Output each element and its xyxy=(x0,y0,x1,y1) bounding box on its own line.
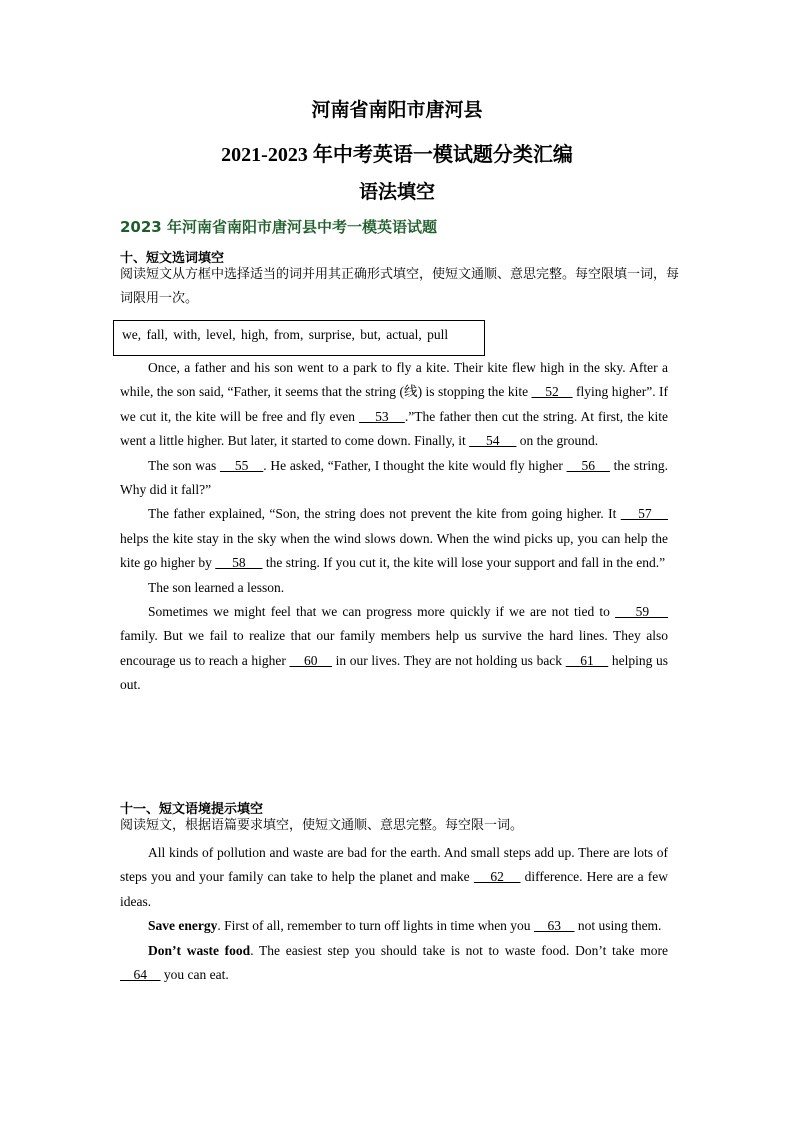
blank-55: 55 xyxy=(219,457,264,473)
passage-paragraph: Save energy. First of all, remember to turn off lights in time when you 63 not using them. xyxy=(148,918,662,934)
section-10-heading: 十、短文选词填空 xyxy=(120,251,225,266)
passage-paragraph: Sometimes we might feel that we can progress more quickly if we are not tied to 59 family. But we fail to realize that our family members help us survive the hard lines. They also encourage us to reach a higher 60 in our lives. They are not holding us back 61 helping us out. xyxy=(120,604,669,693)
word-box: we, fall, with, level, high, from, surprise, but, actual, pull xyxy=(113,320,485,356)
passage-paragraph: The son learned a lesson. xyxy=(148,579,285,595)
section-10-instruction: 阅读短文从方框中选择适当的词并用其正确形式填空，使短文通顺、意思完整。每空限填一词，每词限用一次。 xyxy=(120,267,680,306)
blank-64: 64 xyxy=(120,967,161,983)
passage-paragraph: Don’t waste food. The easiest step you should take is not to waste food. Don’t take more 64 you can eat. xyxy=(120,942,668,983)
section-10-passage xyxy=(120,356,668,698)
passage-paragraph: The father explained, “Son, the string does not prevent the kite from going higher. It 57 helps the kite stay in the sky when the wind slows down. When the wind picks up, you can help the kite go higher by 58 the string. If you cut it, the kite will lose your support and fall in the end.” xyxy=(120,506,668,571)
passage-paragraph: All kinds of pollution and waste are bad for the earth. And small steps add up. There are lots of steps you and your family can take to help the planet and make 62 difference. Here are a few ideas. xyxy=(120,845,669,909)
passage-paragraph: The son was 55 . He asked, “Father, I thought the kite would fly higher 56 the string. Why did it fall?” xyxy=(120,457,669,498)
title-line-1: 河南省南阳市唐河县 xyxy=(311,99,483,121)
section-11-passage xyxy=(120,841,668,987)
blank-59: 59 xyxy=(615,604,669,620)
blank-58: 58 xyxy=(215,555,263,571)
section-11-instruction: 阅读短文，根据语篇要求填空，使短文通顺、意思完整。每空限一词。 xyxy=(120,818,524,833)
section-11-heading: 十一、短文语境提示填空 xyxy=(120,802,264,817)
blank-56: 56 xyxy=(566,457,610,473)
blank-60: 60 xyxy=(289,652,333,668)
blank-54: 54 xyxy=(469,433,517,449)
passage-paragraph: Once, a father and his son went to a park to fly a kite. Their kite flew high in the sky. After a while, the son said, “Father, it seems that the string (线) is stopping the kite 52 flying higher”. If we cut it, the kite will be free and fly even 53 .”The father then cut the string. At first, the kite went a little higher. But later, it started to come down. Finally, it 54 on the ground. xyxy=(120,360,668,449)
title-line-3: 语法填空 xyxy=(358,181,435,203)
title-line-2: 2021-2023 年中考英语一模试题分类汇编 xyxy=(221,144,573,166)
blank-57: 57 xyxy=(620,506,668,522)
blank-62: 62 xyxy=(473,869,521,885)
exam-subheading: 2023 年河南省南阳市唐河县中考一模英语试题 xyxy=(120,218,437,236)
blank-53: 53 xyxy=(359,408,405,424)
blank-52: 52 xyxy=(531,384,573,400)
blank-63: 63 xyxy=(533,918,575,934)
blank-61: 61 xyxy=(565,652,609,668)
